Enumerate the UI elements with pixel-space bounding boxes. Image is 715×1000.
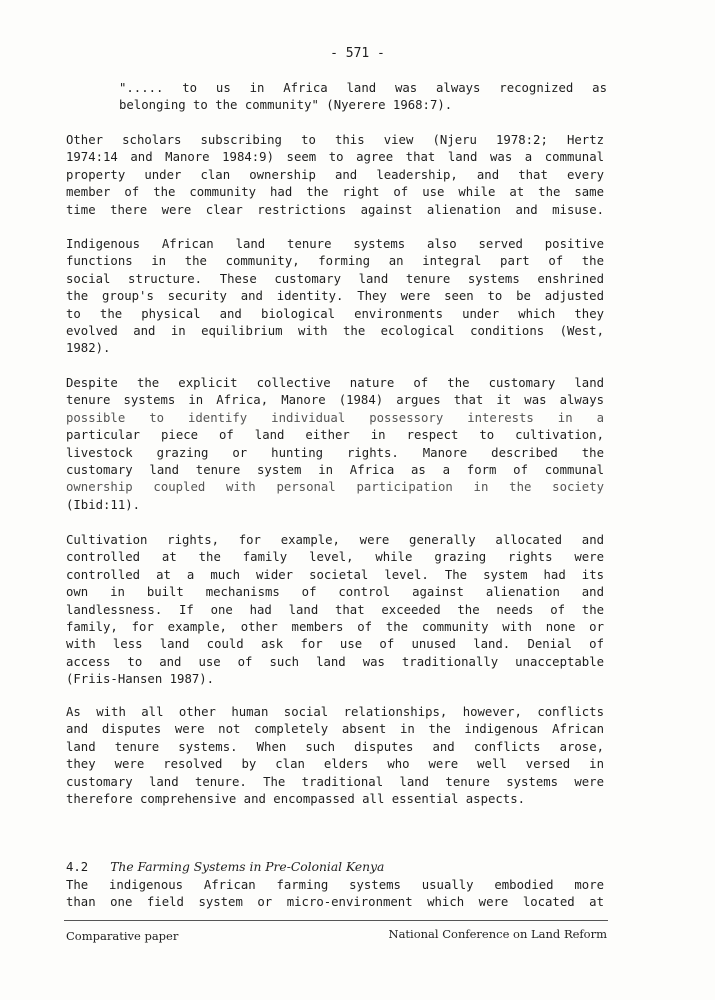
- text-line: family, for example, other members of the community with none or: [66, 619, 604, 634]
- text-line: evolved and in equilibrium with the ecological conditions (West,: [66, 323, 604, 338]
- text-line: 1982).: [66, 341, 111, 356]
- paragraph-4: [66, 532, 604, 689]
- text-line: than one field system or micro-environment which were located at: [66, 895, 604, 910]
- quote-line: belonging to the community" (Nyerere 1968:7).: [119, 98, 453, 113]
- text-line: own in built mechanisms of control against alienation and: [66, 585, 604, 600]
- text-line: therefore comprehensive and encompassed all essential aspects.: [66, 791, 526, 806]
- text-line: Despite the explicit collective nature of the customary land: [66, 376, 604, 390]
- text-line: controlled at a much wider societal level. The system had its: [66, 567, 604, 582]
- text-line: property under clan ownership and leadership, and that every: [66, 167, 604, 182]
- text-line: The indigenous African farming systems usually embodied more: [66, 878, 604, 892]
- text-line: and disputes were not completely absent in the indigenous African: [66, 722, 604, 737]
- text-line: livestock grazing or hunting rights. Manore described the: [66, 445, 604, 460]
- text-line: functions in the community, forming an integral part of the: [66, 254, 604, 269]
- text-line: possible to identify individual possessory interests in a: [66, 410, 604, 425]
- quote-line: "..... to us in Africa land was always recognized as: [119, 81, 607, 95]
- text-line: Cultivation rights, for example, were generally allocated and: [66, 533, 604, 547]
- section-number: 4.2: [66, 860, 89, 874]
- text-line: to the physical and biological environments under which they: [66, 306, 604, 321]
- text-line: access to and use of such land was traditionally unacceptable: [66, 654, 604, 669]
- text-line: controlled at the family level, while grazing rights were: [66, 550, 604, 565]
- text-line: with less land could ask for use of unused land. Denial of: [66, 637, 604, 652]
- footer-left: Comparative paper: [66, 929, 179, 943]
- text-line: member of the community had the right of use while at the same: [66, 185, 604, 200]
- text-line: (Ibid:11).: [66, 497, 141, 512]
- section-title: The Farming Systems in Pre-Colonial Kenya: [110, 860, 385, 874]
- page-number: - 571 -: [330, 46, 385, 61]
- paragraph-1: [66, 132, 604, 219]
- text-line: customary land tenure system in Africa as a form of communal: [66, 462, 604, 477]
- section-heading: [66, 860, 384, 874]
- text-line: Indigenous African land tenure systems also served positive: [66, 237, 604, 251]
- quote-block: [119, 80, 607, 115]
- text-line: Other scholars subscribing to this view (Njeru 1978:2; Hertz: [66, 133, 604, 147]
- text-line: social structure. These customary land tenure systems enshrined: [66, 271, 604, 286]
- section-paragraph: [66, 877, 604, 912]
- text-line: As with all other human social relationships, however, conflicts: [66, 705, 604, 719]
- paragraph-5: [66, 704, 604, 808]
- text-line: customary land tenure. The traditional land tenure systems were: [66, 774, 604, 789]
- footer-rule: [64, 920, 608, 921]
- text-line: tenure systems in Africa, Manore (1984) argues that it was always: [66, 393, 604, 408]
- footer-right: National Conference on Land Reform: [388, 927, 607, 941]
- text-line: they were resolved by clan elders who were well versed in: [66, 757, 604, 772]
- paragraph-3: [66, 375, 604, 514]
- text-line: 1974:14 and Manore 1984:9) seem to agree that land was a communal: [66, 150, 604, 165]
- text-line: (Friis-Hansen 1987).: [66, 672, 215, 687]
- text-line: particular piece of land either in respect to cultivation,: [66, 428, 604, 443]
- paragraph-2: [66, 236, 604, 358]
- text-line: the group's security and identity. They were seen to be adjusted: [66, 289, 604, 304]
- text-line: landlessness. If one had land that exceeded the needs of the: [66, 602, 604, 617]
- text-line: ownership coupled with personal participation in the society: [66, 480, 604, 495]
- text-line: time there were clear restrictions against alienation and misuse.: [66, 202, 604, 217]
- text-line: land tenure systems. When such disputes and conflicts arose,: [66, 739, 604, 754]
